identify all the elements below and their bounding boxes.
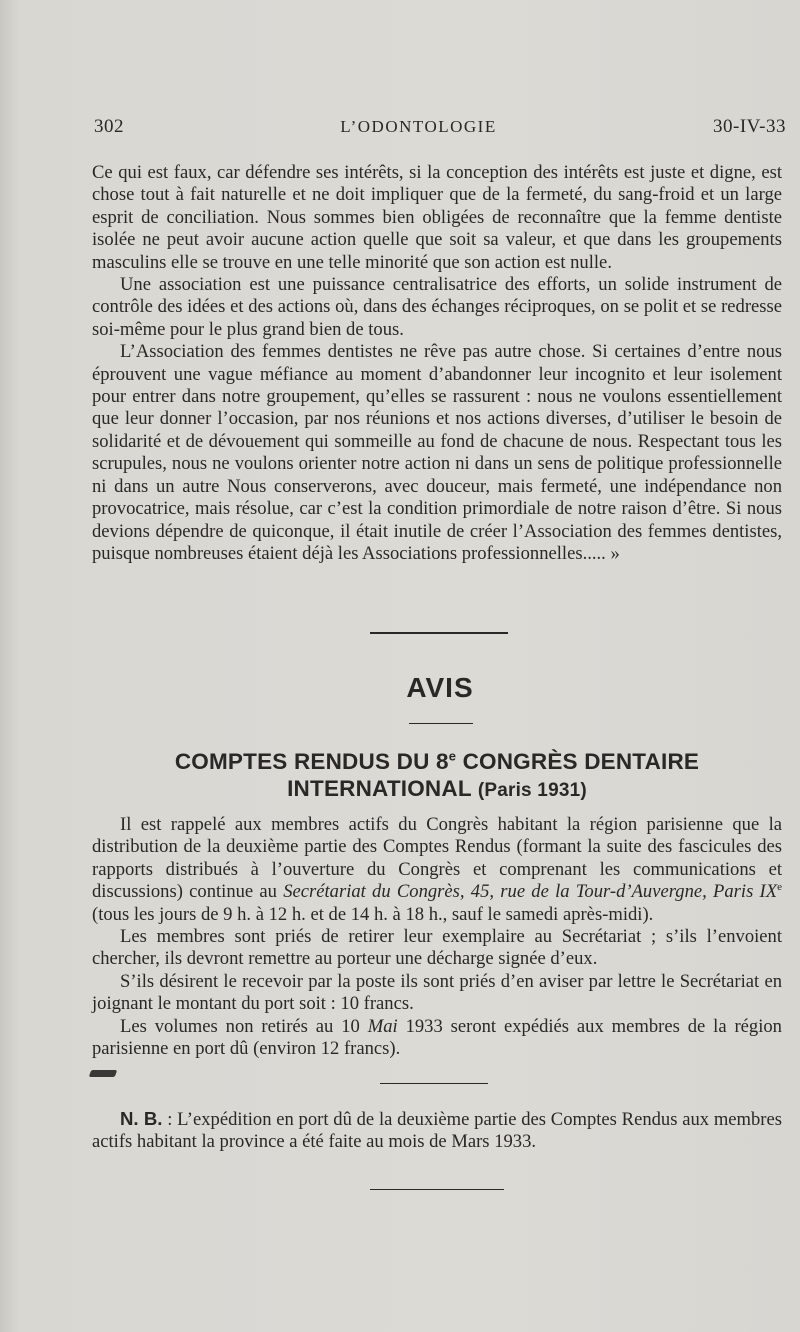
notice-p4-end: 1933 seront expédiés aux membres de la région parisienne en port dû (environ 12 francs). (92, 1015, 782, 1060)
notice-p1-end: (tous les jours de 9 h. à 12 h. et de 14 h. à 18 h., sauf le samedi après-midi). (92, 903, 654, 925)
title-underline (409, 723, 473, 724)
journal-title: L’ODONTOLOGIE (340, 117, 497, 136)
heading-ordinal-suffix: e (448, 748, 457, 764)
section-divider (370, 632, 508, 634)
notice-p4-start: Les volumes non retirés au 10 (120, 1015, 368, 1037)
paragraph: Ce qui est faux, car défendre ses intérêts, si la conception des intérêts est juste et digne, est chose tout à fait naturelle et ne doit impliquer que de la fermeté, du sang-froid et un large esprit de conciliation. Nous sommes bien obligées de reconnaître que la femme dentiste isolée ne peut avoir aucune action quelle que soit sa valeur, et que dans les groupements masculins elle se trouve en une telle minorité que son action est nulle. (92, 162, 782, 273)
nb-divider (380, 1083, 488, 1084)
heading-line-1-end: CONGRÈS DENTAIRE (456, 749, 700, 774)
notice-title: AVIS (406, 672, 474, 703)
paragraph: L’Association des femmes dentistes ne rêve pas autre chose. Si certaines d’entre nous éprouvent une vague méfiance au moment d’abandonner leur incognito et leur isolement pour entrer dans notre groupement, qu’elles se rassurent : nous ne voulons essentiellement que leur donner l’occasion, par nos réunions et nos actions diverses, d’utiliser le besoin de solidarité et de dévouement qui sommeille au fond de chacune de nous. Respectant tous les scrupules, nous ne voulons orienter notre action ni dans un sens de politique professionnelle ni dans un autre Nous conserverons, avec douceur, mais fermeté, une indépendance non provocatrice, mais résolue, car c’est la condition primordiale de notre raison d’être. Si nous devions dépendre de quiconque, il était inutile de créer l’Association des femmes dentistes, puisque nombreuses étaient déjà les Associations professionnelles..... » (92, 341, 782, 564)
paragraph (92, 814, 782, 926)
notice-body (92, 814, 782, 1060)
nota-bene (92, 1108, 782, 1154)
running-header (94, 116, 786, 138)
arrondissement-suffix: e (777, 881, 782, 894)
notice-heading (92, 748, 782, 804)
notice-p1-start: Il est rappelé aux membres actifs du Congrès habitant la région parisienne que la distribution de la deuxième partie des Comptes Rendus (formant la suite des fascicules des rapports distribués à l’ouverture du Congrès et comprenant les communications et discussions) continue au (92, 814, 782, 903)
nb-text: : L’expédition en port dû de la deuxième partie des Comptes Rendus aux membres actifs habitant la province a été faite au mois de Mars 1933. (92, 1109, 782, 1153)
heading-line-2: INTERNATIONAL (287, 776, 478, 801)
paragraph (92, 1016, 782, 1061)
nb-label: N. B. (120, 1108, 163, 1129)
page-number: 302 (94, 116, 124, 137)
end-divider (370, 1189, 504, 1190)
ink-smudge (89, 1070, 118, 1077)
issue-date: 30-IV-33 (713, 116, 786, 137)
paragraph (92, 1108, 782, 1154)
secretariat-address: Secrétariat du Congrès, 45, rue de la Tour-d’Auvergne, Paris IX (283, 881, 778, 903)
article-continuation (92, 162, 782, 565)
heading-line-1-start: COMPTES RENDUS DU 8 (174, 749, 449, 774)
paragraph: S’ils désirent le recevoir par la poste ils sont priés d’en aviser par lettre le Secrétariat en joignant le montant du port soit : 10 francs. (92, 970, 782, 1015)
heading-location-year: (Paris 1931) (477, 780, 587, 801)
paragraph: Une association est une puissance centralisatrice des efforts, un solide instrument de contrôle des idées et des actions où, dans des échanges réciproques, on se polit et se redresse soi-même pour le plus grand bien de tous. (92, 274, 782, 340)
paragraph: Les membres sont priés de retirer leur exemplaire au Secrétariat ; s’ils l’envoient chercher, ils devront remettre au porteur une décharge signée d’eux. (92, 926, 782, 970)
month-italic: Mai (367, 1015, 398, 1037)
